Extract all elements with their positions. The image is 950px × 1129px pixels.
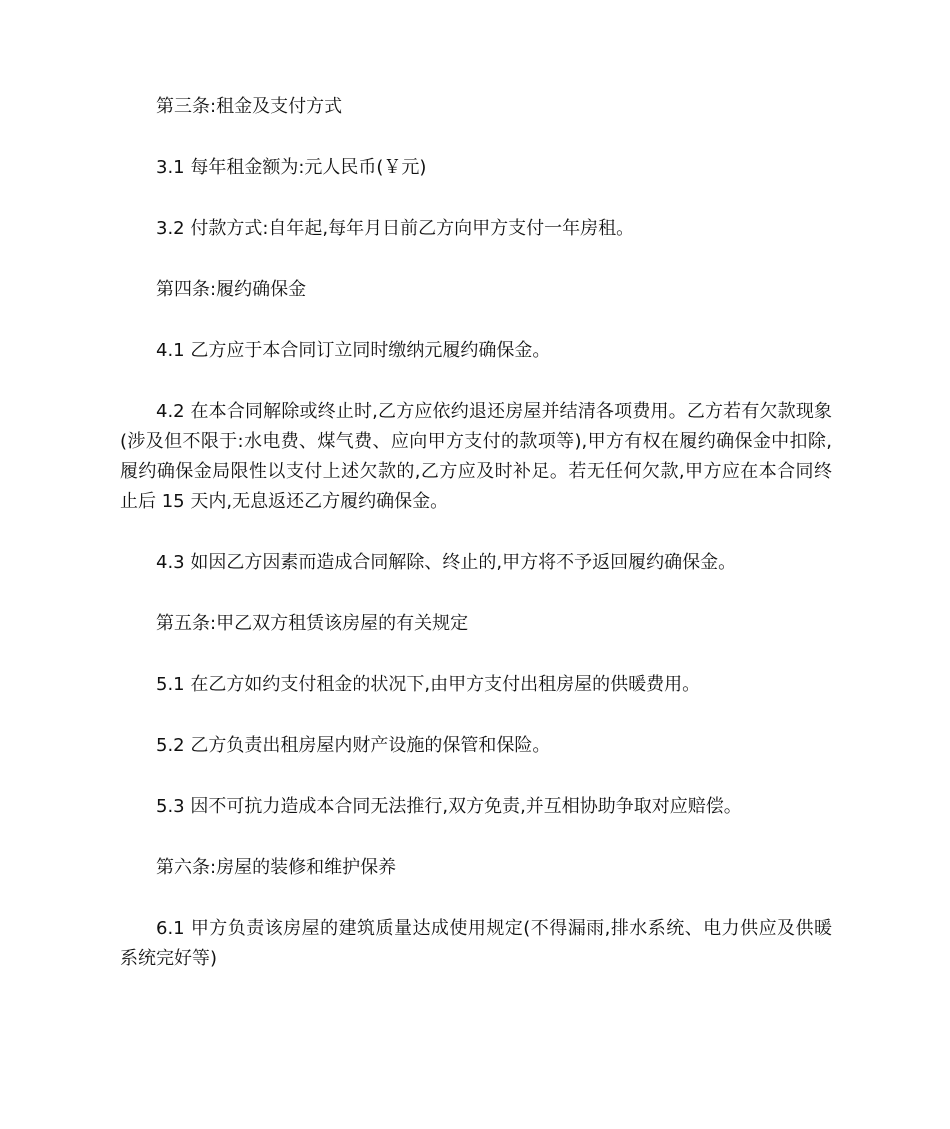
article-4-heading: 第四条:履约确保金 (156, 279, 307, 300)
clause-6-1: 6.1 甲方负责该房屋的建筑质量达成使用规定(不得漏雨,排水系统、电力供应及供暖系统完好等) (120, 918, 832, 969)
clause-4-2: 4.2 在本合同解除或终止时,乙方应依约退还房屋并结清各项费用。乙方若有欠款现象(涉及但不限于:水电费、煤气费、应向甲方支付的款项等),甲方有权在履约确保金中扣除,履约确保金局限性以支付上述欠款的,乙方应及时补足。若无任何欠款,甲方应在本合同终止后 15 天内,无息返还乙方履约确保金。 (120, 401, 832, 512)
clause-4-3: 4.3 如因乙方因素而造成合同解除、终止的,甲方将不予返回履约确保金。 (156, 552, 737, 573)
clause-5-1: 5.1 在乙方如约支付租金的状况下,由甲方支付出租房屋的供暖费用。 (156, 674, 701, 695)
clause-4-1: 4.1 乙方应于本合同订立同时缴纳元履约确保金。 (156, 340, 551, 361)
article-5-heading: 第五条:甲乙双方租赁该房屋的有关规定 (156, 613, 469, 634)
article-3-heading: 第三条:租金及支付方式 (156, 96, 343, 117)
article-6-heading: 第六条:房屋的装修和维护保养 (156, 857, 397, 878)
document-body (120, 92, 832, 1005)
clause-5-2: 5.2 乙方负责出租房屋内财产设施的保管和保险。 (156, 735, 551, 756)
clause-3-1: 3.1 每年租金额为:元人民币(￥元) (156, 157, 427, 178)
clause-5-3: 5.3 因不可抗力造成本合同无法推行,双方免责,并互相协助争取对应赔偿。 (156, 796, 742, 817)
clause-3-2: 3.2 付款方式:自年起,每年月日前乙方向甲方支付一年房租。 (156, 218, 635, 239)
